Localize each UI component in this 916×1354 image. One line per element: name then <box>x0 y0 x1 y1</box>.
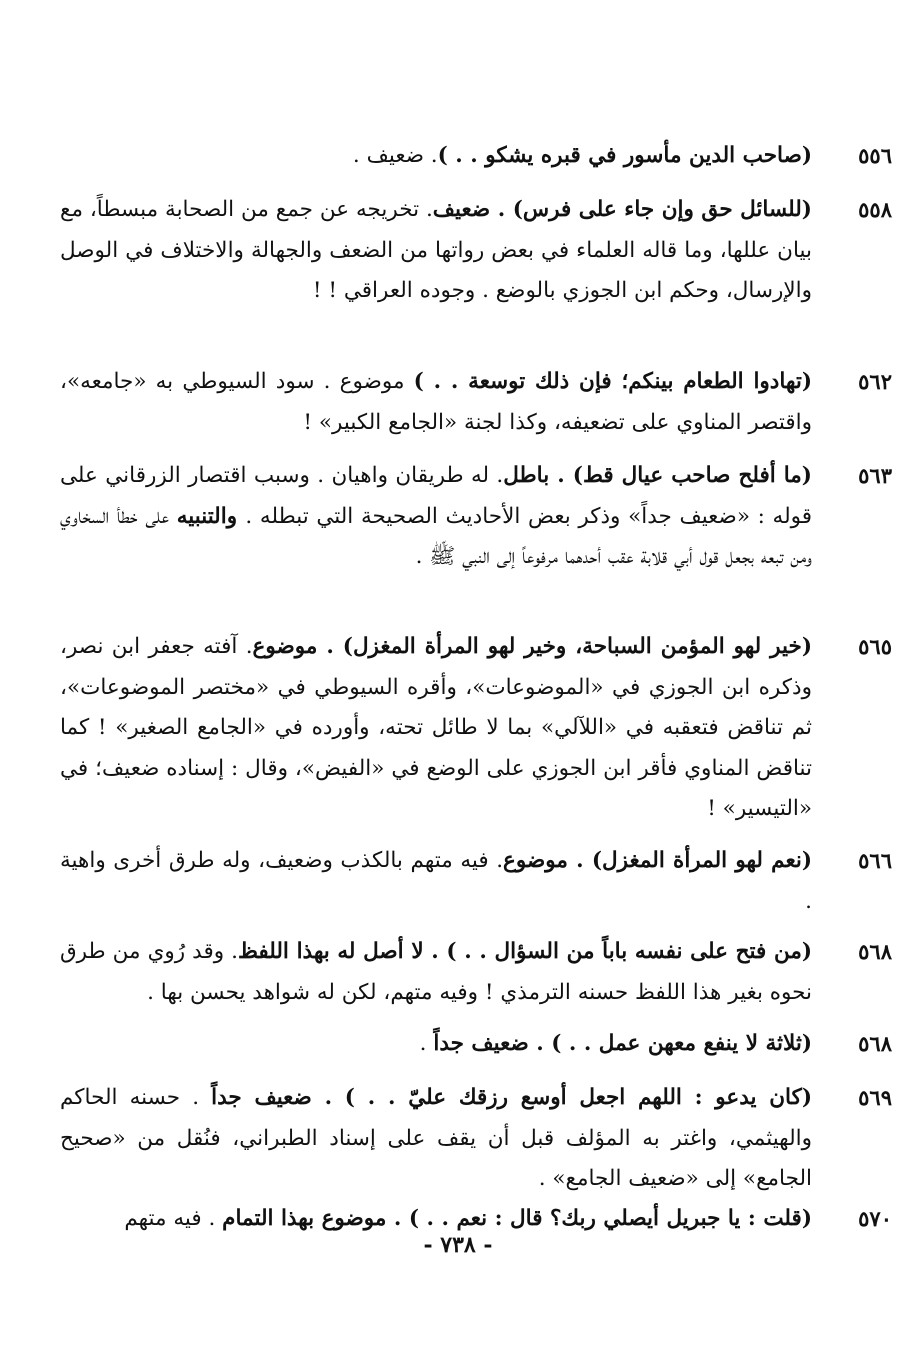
hadith-entry <box>60 932 892 1013</box>
hadith-text: (من فتح على نفسه باباً من السؤال . . ) . لا أصل له بهذا اللفظ <box>237 939 813 964</box>
ruling-text: . تخريجه عن جمع من الصحابة مبسطاً، مع بيان عللها، وما قاله العلماء في بعض رواتها من الضعف والجهالة والاختلاف في الوصل والإرسال، وحكم ابن الجوزي بالوضع . وجوده العراقي ! ! <box>60 197 812 303</box>
ruling-text: . حسنه الحاكم والهيثمي، واغتر به المؤلف قبل أن يقف على إسناد الطبراني، فنُقل من «صحيح الجامع» إلى «ضعيف الجامع» . <box>60 1085 812 1191</box>
entry-number: ٥٦٨ <box>858 939 892 964</box>
note-text: على خطأ السخاوي ومن تبعه بجعل قول أبي قلابة عقب أحدهما مرفوعاً إلى النبي ﷺ . <box>60 503 812 569</box>
hadith-entry <box>60 456 892 578</box>
entry-number: ٥٥٨ <box>858 197 892 222</box>
ruling-text: . آفته جعفر ابن نصر، وذكره ابن الجوزي في «الموضوعات»، وأقره السيوطي في «مختصر الموضوعات»، ثم تناقض فتعقبه في «اللآلي» بما لا طائل تحته، وأورده في «الجامع الصغير» ! كما تناقض المناوي فأقر ابن الجوزي على الوضع في «الفيض»، وقال : إسناده ضعيف؛ في «التيسير» ! <box>60 634 812 821</box>
ruling-text: . ضعيف . <box>352 143 438 168</box>
hadith-entry <box>60 627 892 830</box>
entry-number: ٥٦٨ <box>858 1031 892 1056</box>
ruling-text: موضوع . سود السيوطي به «جامعه»، واقتصر المناوي على تضعيفه، وكذا لجنة «الجامع الكبير» ! <box>60 369 812 435</box>
hadith-entry <box>60 190 892 312</box>
hadith-text: (خير لهو المؤمن السباحة، وخير لهو المرأة المغزل) . موضوع <box>252 634 812 659</box>
ruling-text: . وقد رُوي من طرق نحوه بغير هذا اللفظ حسنه الترمذي ! وفيه متهم، لكن له شواهد يحسن بها . <box>60 939 812 1005</box>
hadith-text: (ما أفلح صاحب عيال قط) . باطل <box>503 463 812 488</box>
entry-number: ٥٦٦ <box>858 848 892 873</box>
hadith-entry <box>60 841 892 922</box>
entry-number: ٥٦٩ <box>858 1085 892 1110</box>
hadith-text: (قلت : يا جبريل أيصلي ربك؟ قال : نعم . . ) . موضوع بهذا التمام <box>222 1206 812 1231</box>
hadith-entry <box>60 1024 892 1065</box>
ruling-text: . فيه متهم بالكذب وضعيف، وله طرق أخرى واهية . <box>60 848 812 914</box>
note-heading: والتنبيه <box>176 503 246 529</box>
ruling-text: . له طريقان واهيان . وسبب اقتصار الزرقاني على قوله : «ضعيف جداً» وذكر بعض الأحاديث الصحيحة التي تبطله . <box>60 463 813 529</box>
hadith-text: (للسائل حق وإن جاء على فرس) . ضعيف <box>432 197 812 222</box>
entry-number: ٥٦٢ <box>858 369 892 394</box>
entry-number: ٥٥٦ <box>858 143 892 168</box>
hadith-text: (ثلاثة لا ينفع معهن عمل . . ) . ضعيف جداً <box>433 1031 812 1056</box>
ruling-text: . <box>419 1031 434 1056</box>
entry-number: ٥٦٥ <box>858 634 892 659</box>
hadith-text: (صاحب الدين مأسور في قبره يشكو . . ) <box>437 143 812 168</box>
hadith-text: (كان يدعو : اللهم اجعل أوسع رزقك عليّ . . ) . ضعيف جداً <box>211 1085 812 1110</box>
entry-number: ٥٦٣ <box>858 463 892 488</box>
hadith-entry <box>60 1078 892 1200</box>
entry-number: ٥٧٠ <box>858 1206 892 1231</box>
hadith-entry <box>60 136 892 177</box>
hadith-entry <box>60 362 892 443</box>
ruling-text: . فيه متهم <box>124 1206 223 1231</box>
page-number: - ٧٣٨ - <box>423 1232 493 1258</box>
hadith-text: (تهادوا الطعام بينكم؛ فإن ذلك توسعة . . ) <box>413 369 812 394</box>
hadith-text: (نعم لهو المرأة المغزل) . موضوع <box>503 848 813 873</box>
